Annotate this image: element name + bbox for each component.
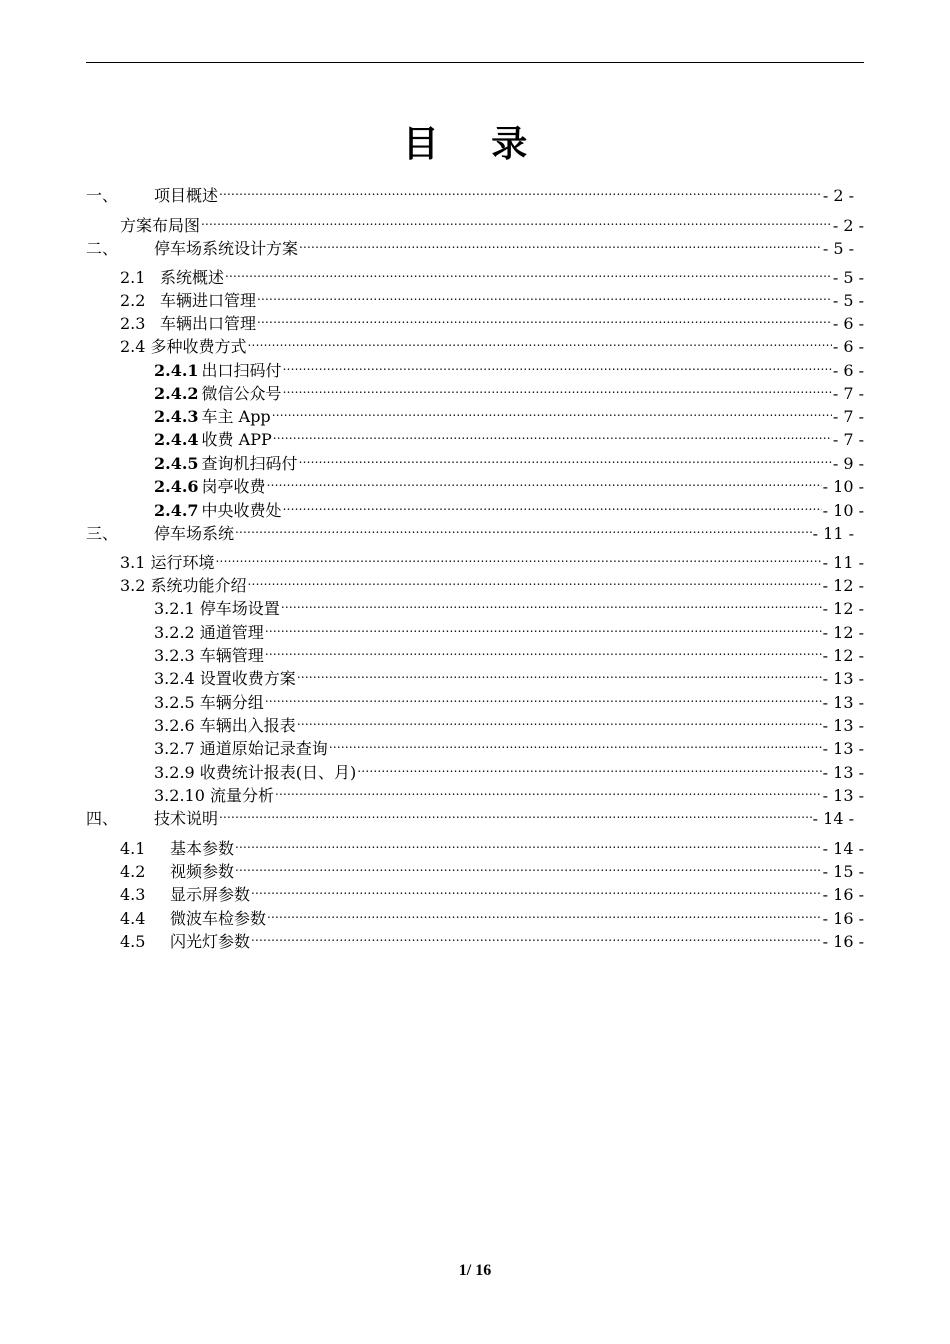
toc-entry[interactable] xyxy=(120,925,864,951)
toc-dot-leader xyxy=(267,470,822,492)
toc-entry-title: 3.2.10 流量分析 xyxy=(154,786,274,805)
toc-entry[interactable] xyxy=(86,179,854,205)
toc-entry-title: 车主 App xyxy=(201,407,271,426)
toc-entry-title: 3.1 运行环境 xyxy=(120,553,215,572)
toc-entry[interactable] xyxy=(120,209,864,235)
toc-entry-number: 2.4.3 xyxy=(154,407,199,426)
toc-entry-page: - 12 - xyxy=(822,646,864,665)
toc-entry-number: 2.2 xyxy=(120,291,146,310)
toc-dot-leader xyxy=(283,377,832,399)
toc-entry-page: - 13 - xyxy=(822,786,864,805)
toc-entry-title: 3.2.1 停车场设置 xyxy=(154,599,280,618)
toc-entry-title: 显示屏参数 xyxy=(170,885,251,904)
toc-dot-leader xyxy=(257,284,832,306)
toc-entry-page: - 6 - xyxy=(832,314,864,333)
toc-entry-page: - 9 - xyxy=(832,454,864,473)
toc-dot-leader xyxy=(272,400,832,422)
toc-entry-number: 4.5 xyxy=(120,932,146,951)
toc-entry[interactable] xyxy=(154,686,864,712)
toc-entry-number: 2.4.1 xyxy=(154,361,199,380)
toc-entry[interactable] xyxy=(120,878,864,904)
toc-entry-number: 2.4.6 xyxy=(154,477,199,496)
toc-entry-page: - 12 - xyxy=(822,599,864,618)
toc-entry-number: 4.4 xyxy=(120,909,146,928)
toc-dot-leader xyxy=(283,494,822,516)
toc-entry[interactable] xyxy=(120,832,864,858)
toc-entry-page: - 6 - xyxy=(832,337,864,356)
toc-entry-title: 2.4 多种收费方式 xyxy=(120,337,247,356)
toc-entry-page: - 16 - xyxy=(822,909,864,928)
toc-entry-number: 四、 xyxy=(86,809,119,828)
toc-dot-leader xyxy=(216,546,822,568)
toc-dot-leader xyxy=(235,855,822,877)
toc-entry[interactable] xyxy=(120,330,864,356)
toc-entry[interactable] xyxy=(120,284,864,310)
toc-entry-page: - 5 - xyxy=(822,239,854,258)
toc-entry-title: 出口扫码付 xyxy=(201,361,282,380)
toc-entry-title: 项目概述 xyxy=(154,186,219,205)
toc-entry-title: 3.2.5 车辆分组 xyxy=(154,693,264,712)
toc-entry[interactable] xyxy=(86,517,854,543)
toc-dot-leader xyxy=(329,732,822,754)
toc-dot-leader xyxy=(265,686,822,708)
toc-entry-title: 闪光灯参数 xyxy=(170,932,251,951)
toc-entry-title: 技术说明 xyxy=(154,809,219,828)
toc-entry-page: - 7 - xyxy=(832,430,864,449)
toc-entry-number: 2.4.5 xyxy=(154,454,199,473)
toc-entry-number: 4.1 xyxy=(120,839,146,858)
toc-entry[interactable] xyxy=(154,756,864,782)
toc-entry[interactable] xyxy=(120,855,864,881)
toc-entry-page: - 15 - xyxy=(822,862,864,881)
toc-entry-number: 2.4.7 xyxy=(154,501,199,520)
toc-entry-title: 3.2.2 通道管理 xyxy=(154,623,264,642)
toc-entry-page: - 12 - xyxy=(822,576,864,595)
toc-dot-leader xyxy=(219,802,812,824)
toc-dot-leader xyxy=(299,232,822,254)
toc-entry-number: 4.2 xyxy=(120,862,146,881)
toc-dot-leader xyxy=(201,209,832,231)
toc-entry[interactable] xyxy=(154,423,864,449)
toc-entry-title: 基本参数 xyxy=(170,839,235,858)
toc-entry-number: 4.3 xyxy=(120,885,146,904)
toc-entry[interactable] xyxy=(154,447,864,473)
toc-dot-leader xyxy=(265,639,822,661)
toc-entry-page: - 5 - xyxy=(832,291,864,310)
toc-entry[interactable] xyxy=(154,592,864,618)
toc-entry-page: - 14 - xyxy=(812,809,854,828)
toc-entry-number: 2.4.4 xyxy=(154,430,199,449)
toc-entry-page: - 14 - xyxy=(822,839,864,858)
toc-entry-number: 2.1 xyxy=(120,268,146,287)
toc-dot-leader xyxy=(248,330,832,352)
toc-entry-page: - 13 - xyxy=(822,669,864,688)
toc-dot-leader xyxy=(297,709,822,731)
toc-entry-page: - 2 - xyxy=(822,186,854,205)
toc-entry-title: 查询机扫码付 xyxy=(201,454,298,473)
toc-dot-leader xyxy=(299,447,832,469)
toc-entry[interactable] xyxy=(154,709,864,735)
toc-entry[interactable] xyxy=(154,354,864,380)
toc-entry-title: 视频参数 xyxy=(170,862,235,881)
toc-entry-page: - 10 - xyxy=(822,477,864,496)
toc-entry-title: 中央收费处 xyxy=(201,501,282,520)
toc-dot-leader xyxy=(273,423,832,445)
toc-entry-page: - 13 - xyxy=(822,763,864,782)
toc-dot-leader xyxy=(357,756,821,778)
toc-entry-title: 3.2.9 收费统计报表(日、月) xyxy=(154,763,357,782)
toc-entry-title: 停车场系统 xyxy=(154,524,235,543)
toc-entry-page: - 11 - xyxy=(822,553,864,572)
toc-entry-page: - 6 - xyxy=(832,361,864,380)
toc-entry[interactable] xyxy=(154,732,864,758)
toc-dot-leader xyxy=(248,569,822,591)
toc-dot-leader xyxy=(251,925,822,947)
toc-entry-title: 车辆进口管理 xyxy=(160,291,257,310)
toc-entry-page: - 13 - xyxy=(822,739,864,758)
toc-entry-title: 收费 APP xyxy=(201,430,272,449)
toc-entry[interactable] xyxy=(154,616,864,642)
toc-dot-leader xyxy=(235,832,822,854)
toc-entry-page: - 13 - xyxy=(822,693,864,712)
toc-entry-title: 停车场系统设计方案 xyxy=(154,239,299,258)
toc-entry-page: - 12 - xyxy=(822,623,864,642)
toc-entry[interactable] xyxy=(154,400,864,426)
toc-dot-leader xyxy=(257,307,832,329)
toc-entry-page: - 7 - xyxy=(832,384,864,403)
toc-entry-number: 一、 xyxy=(86,186,119,205)
toc-entry-number: 2.4.2 xyxy=(154,384,199,403)
toc-entry[interactable] xyxy=(120,902,864,928)
toc-entry-page: - 16 - xyxy=(822,885,864,904)
toc-entry-page: - 10 - xyxy=(822,501,864,520)
toc-entry-title: 岗亭收费 xyxy=(201,477,266,496)
toc-entry-page: - 2 - xyxy=(832,216,864,235)
toc-entry-number: 二、 xyxy=(86,239,119,258)
toc-entry[interactable] xyxy=(154,494,864,520)
toc-dot-leader xyxy=(225,261,832,283)
toc-entry[interactable] xyxy=(154,779,864,805)
toc-dot-leader xyxy=(219,179,822,201)
toc-entry-title: 3.2.6 车辆出入报表 xyxy=(154,716,296,735)
toc-entry-title: 系统概述 xyxy=(160,268,225,287)
toc-entry-page: - 11 - xyxy=(812,524,854,543)
toc-entry-title: 3.2.7 通道原始记录查询 xyxy=(154,739,328,758)
toc-entry-page: - 7 - xyxy=(832,407,864,426)
toc-entry[interactable] xyxy=(154,377,864,403)
toc-entry[interactable] xyxy=(120,569,864,595)
toc-entry[interactable] xyxy=(120,261,864,287)
toc-entry[interactable] xyxy=(86,232,854,258)
toc-entry-title: 方案布局图 xyxy=(120,216,201,235)
toc-dot-leader xyxy=(283,354,832,376)
toc-entry[interactable] xyxy=(120,307,864,333)
toc-dot-leader xyxy=(297,662,822,684)
toc-entry[interactable] xyxy=(154,470,864,496)
toc-entry-number: 2.3 xyxy=(120,314,146,333)
toc-entry-title: 车辆出口管理 xyxy=(160,314,257,333)
page-indicator: 1/ 16 xyxy=(458,1262,492,1279)
toc-dot-leader xyxy=(281,592,822,614)
toc-entry-page: - 5 - xyxy=(832,268,864,287)
toc-entry-title: 微信公众号 xyxy=(201,384,282,403)
toc-entry[interactable] xyxy=(154,639,864,665)
toc-dot-leader xyxy=(251,878,822,900)
toc-entry[interactable] xyxy=(154,662,864,688)
toc-entry-number: 三、 xyxy=(86,524,119,543)
toc-dot-leader xyxy=(275,779,822,801)
toc-entry-title: 3.2.4 设置收费方案 xyxy=(154,669,296,688)
toc-entry[interactable] xyxy=(120,546,864,572)
toc-entry-page: - 13 - xyxy=(822,716,864,735)
toc-dot-leader xyxy=(235,517,812,539)
toc-entry[interactable] xyxy=(86,802,854,828)
toc-entry-title: 3.2.3 车辆管理 xyxy=(154,646,264,665)
toc-dot-leader xyxy=(265,616,822,638)
toc-entry-title: 3.2 系统功能介绍 xyxy=(120,576,247,595)
toc-dot-leader xyxy=(267,902,822,924)
toc-entry-page: - 16 - xyxy=(822,932,864,951)
toc-entry-title: 微波车检参数 xyxy=(170,909,267,928)
toc-title: 目 录 xyxy=(402,124,548,165)
